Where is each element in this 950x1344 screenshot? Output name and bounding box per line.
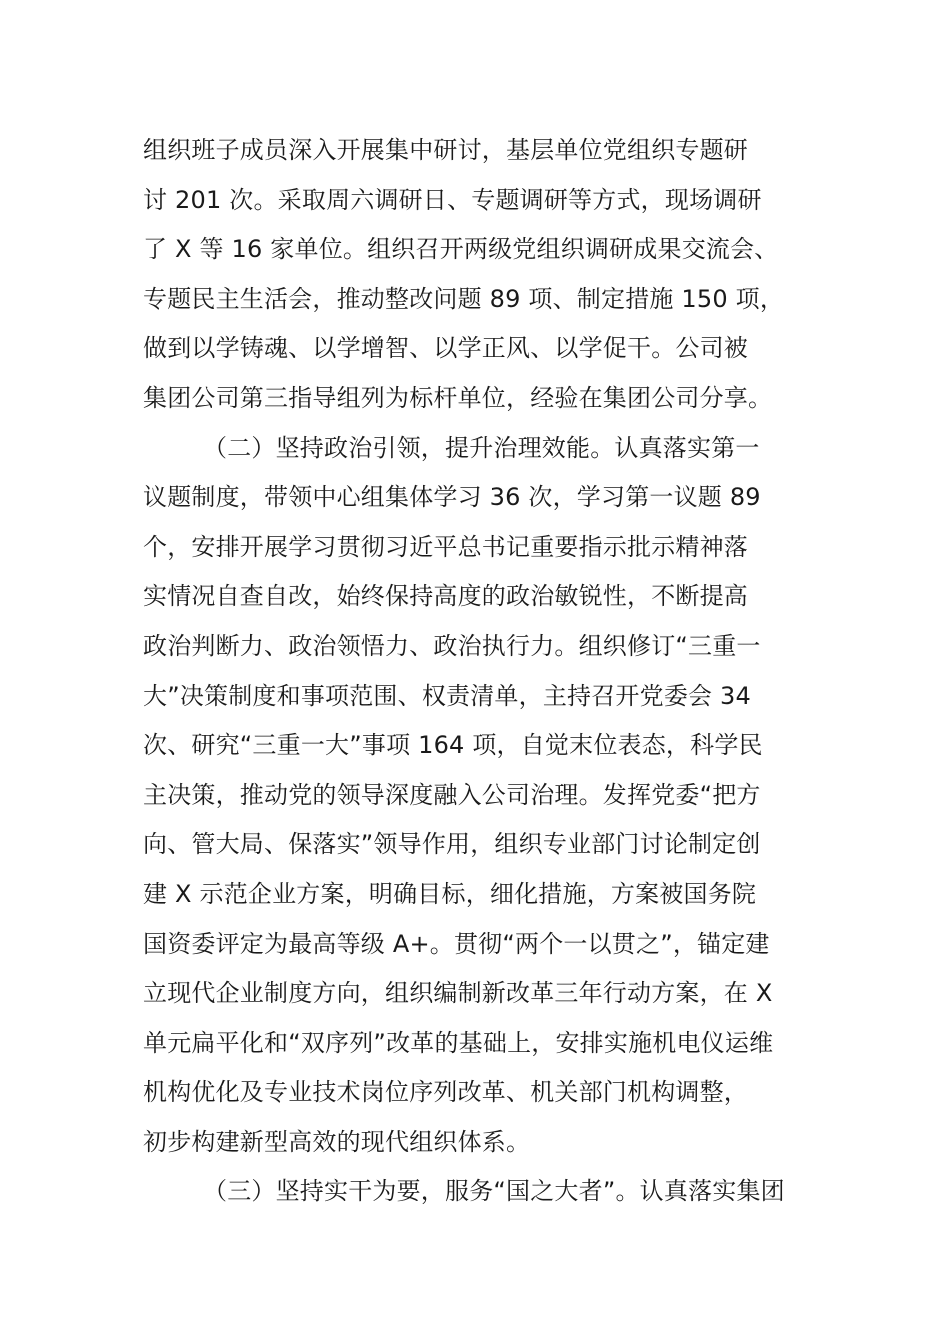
paragraph-start-line: （三）坚持实干为要，服务“国之大者”。认真落实集团 xyxy=(203,1177,785,1206)
paragraph-start-line: （二）坚持政治引领，提升治理效能。认真落实第一 xyxy=(203,433,760,462)
text-line: 国资委评定为最高等级 A+。贯彻“两个一以贯之”，锚定建 xyxy=(143,929,770,958)
text-line: 次、研究“三重一大”事项 164 项，自觉末位表态，科学民 xyxy=(143,731,763,760)
text-line: 了 X 等 16 家单位。组织召开两级党组织调研成果交流会、 xyxy=(143,235,779,264)
text-line: 大”决策制度和事项范围、权责清单，主持召开党委会 34 xyxy=(143,681,751,710)
text-line: 集团公司第三指导组列为标杆单位，经验在集团公司分享。 xyxy=(143,383,773,412)
text-line: 讨 201 次。采取周六调研日、专题调研等方式，现场调研 xyxy=(143,185,762,214)
text-line: 主决策，推动党的领导深度融入公司治理。发挥党委“把方 xyxy=(143,780,761,809)
text-line: 议题制度，带领中心组集体学习 36 次，学习第一议题 89 xyxy=(143,483,761,512)
text-line: 专题民主生活会，推动整改问题 89 项、制定措施 150 项， xyxy=(143,284,785,313)
text-line: 立现代企业制度方向，组织编制新改革三年行动方案，在 X xyxy=(143,979,773,1008)
text-line: 实情况自查自改，始终保持高度的政治敏锐性，不断提高 xyxy=(143,582,748,611)
document-body xyxy=(143,126,843,1217)
text-line: 做到以学铸魂、以学增智、以学正风、以学促干。公司被 xyxy=(143,334,748,363)
text-line: 初步构建新型高效的现代组织体系。 xyxy=(143,1127,531,1156)
text-line: 单元扁平化和“双序列”改革的基础上，安排实施机电仪运维 xyxy=(143,1028,774,1057)
text-line: 机构优化及专业技术岗位序列改革、机关部门机构调整， xyxy=(143,1078,748,1107)
text-line: 个，安排开展学习贯彻习近平总书记重要指示批示精神落 xyxy=(143,532,748,561)
text-line: 向、管大局、保落实”领导作用，组织专业部门讨论制定创 xyxy=(143,830,761,859)
text-line: 组织班子成员深入开展集中研讨，基层单位党组织专题研 xyxy=(143,136,748,164)
text-line: 建 X 示范企业方案，明确目标，细化措施，方案被国务院 xyxy=(143,879,757,908)
text-line: 政治判断力、政治领悟力、政治执行力。组织修订“三重一 xyxy=(143,631,761,660)
